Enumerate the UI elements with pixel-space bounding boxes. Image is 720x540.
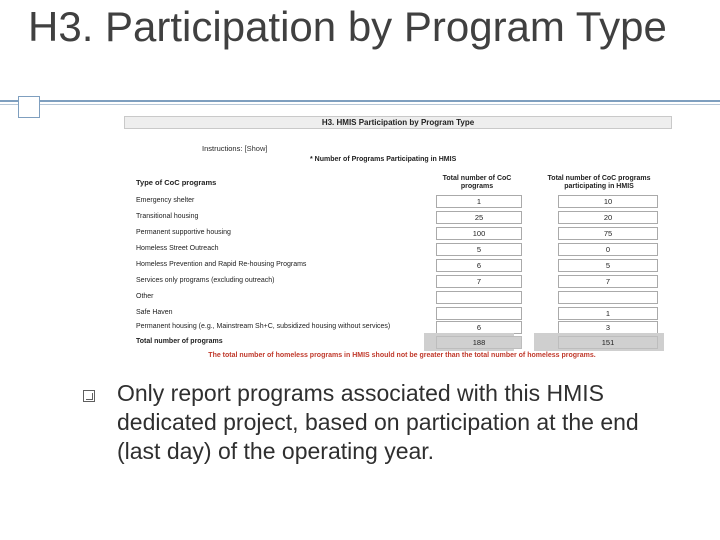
hmis-form-screenshot	[124, 114, 672, 370]
row-label: Services only programs (excluding outreach)	[136, 277, 275, 284]
total-programs-field[interactable]	[436, 307, 522, 320]
row-label: Permanent housing (e.g., Mainstream Sh+C, subsidized housing without services)	[136, 323, 391, 330]
total-label: Total number of programs	[136, 338, 223, 345]
table-row	[136, 194, 666, 210]
row-label: Emergency shelter	[136, 197, 195, 204]
form-header: H3. HMIS Participation by Program Type	[124, 116, 672, 129]
instructions	[202, 144, 267, 153]
hmis-programs-field[interactable]: 7	[558, 275, 658, 288]
hmis-programs-field[interactable]	[558, 291, 658, 304]
table-row	[136, 242, 666, 258]
slide-title: H3. Participation by Program Type	[28, 3, 667, 50]
total-programs-field[interactable]: 7	[436, 275, 522, 288]
col1-header: Total number of CoC programs	[442, 175, 512, 190]
table-row	[136, 226, 666, 242]
total-programs-field[interactable]: 5	[436, 243, 522, 256]
total-programs-field[interactable]: 6	[436, 259, 522, 272]
total-programs-field[interactable]: 6	[436, 321, 522, 334]
hmis-programs-field[interactable]: 3	[558, 321, 658, 334]
type-column-label: Type of CoC programs	[136, 178, 217, 187]
total-programs-field[interactable]: 100	[436, 227, 522, 240]
hmis-programs-field[interactable]: 75	[558, 227, 658, 240]
total-row	[136, 335, 666, 351]
hmis-programs-field[interactable]: 0	[558, 243, 658, 256]
row-label: Other	[136, 293, 154, 300]
title-accent-box	[18, 96, 40, 118]
bullet-text: Only report programs associated with this HMIS dedicated project, based on participation at the end (last day) of the operating year.	[117, 380, 639, 464]
hmis-programs-field[interactable]: 20	[558, 211, 658, 224]
total-programs-field[interactable]: 1	[436, 195, 522, 208]
show-instructions-link[interactable]: [Show]	[244, 144, 268, 153]
instructions-label: Instructions:	[202, 144, 243, 153]
checkbox-bullet-icon	[83, 390, 95, 402]
title-divider-thin	[0, 104, 720, 105]
table-row	[136, 290, 666, 306]
hmis-programs-field[interactable]: 1	[558, 307, 658, 320]
table-row	[136, 274, 666, 290]
table-row	[136, 258, 666, 274]
table-row	[136, 210, 666, 226]
hmis-programs-field[interactable]: 5	[558, 259, 658, 272]
row-label: Permanent supportive housing	[136, 229, 231, 236]
total-programs-sum: 188	[436, 336, 522, 349]
row-label: Transitional housing	[136, 213, 199, 220]
total-programs-field[interactable]	[436, 291, 522, 304]
section-heading: * Number of Programs Participating in HMIS	[310, 156, 457, 163]
row-label: Homeless Prevention and Rapid Re-housing Programs	[136, 261, 307, 268]
total-programs-field[interactable]: 25	[436, 211, 522, 224]
validation-warning: The total number of homeless programs in HMIS should not be greater than the total number of homeless programs.	[208, 352, 596, 359]
title-divider	[0, 100, 720, 102]
hmis-programs-field[interactable]: 10	[558, 195, 658, 208]
row-label: Safe Haven	[136, 309, 173, 316]
row-label: Homeless Street Outreach	[136, 245, 219, 252]
total-hmis-sum: 151	[558, 336, 658, 349]
col2-header: Total number of CoC programs participating in HMIS	[547, 175, 651, 190]
